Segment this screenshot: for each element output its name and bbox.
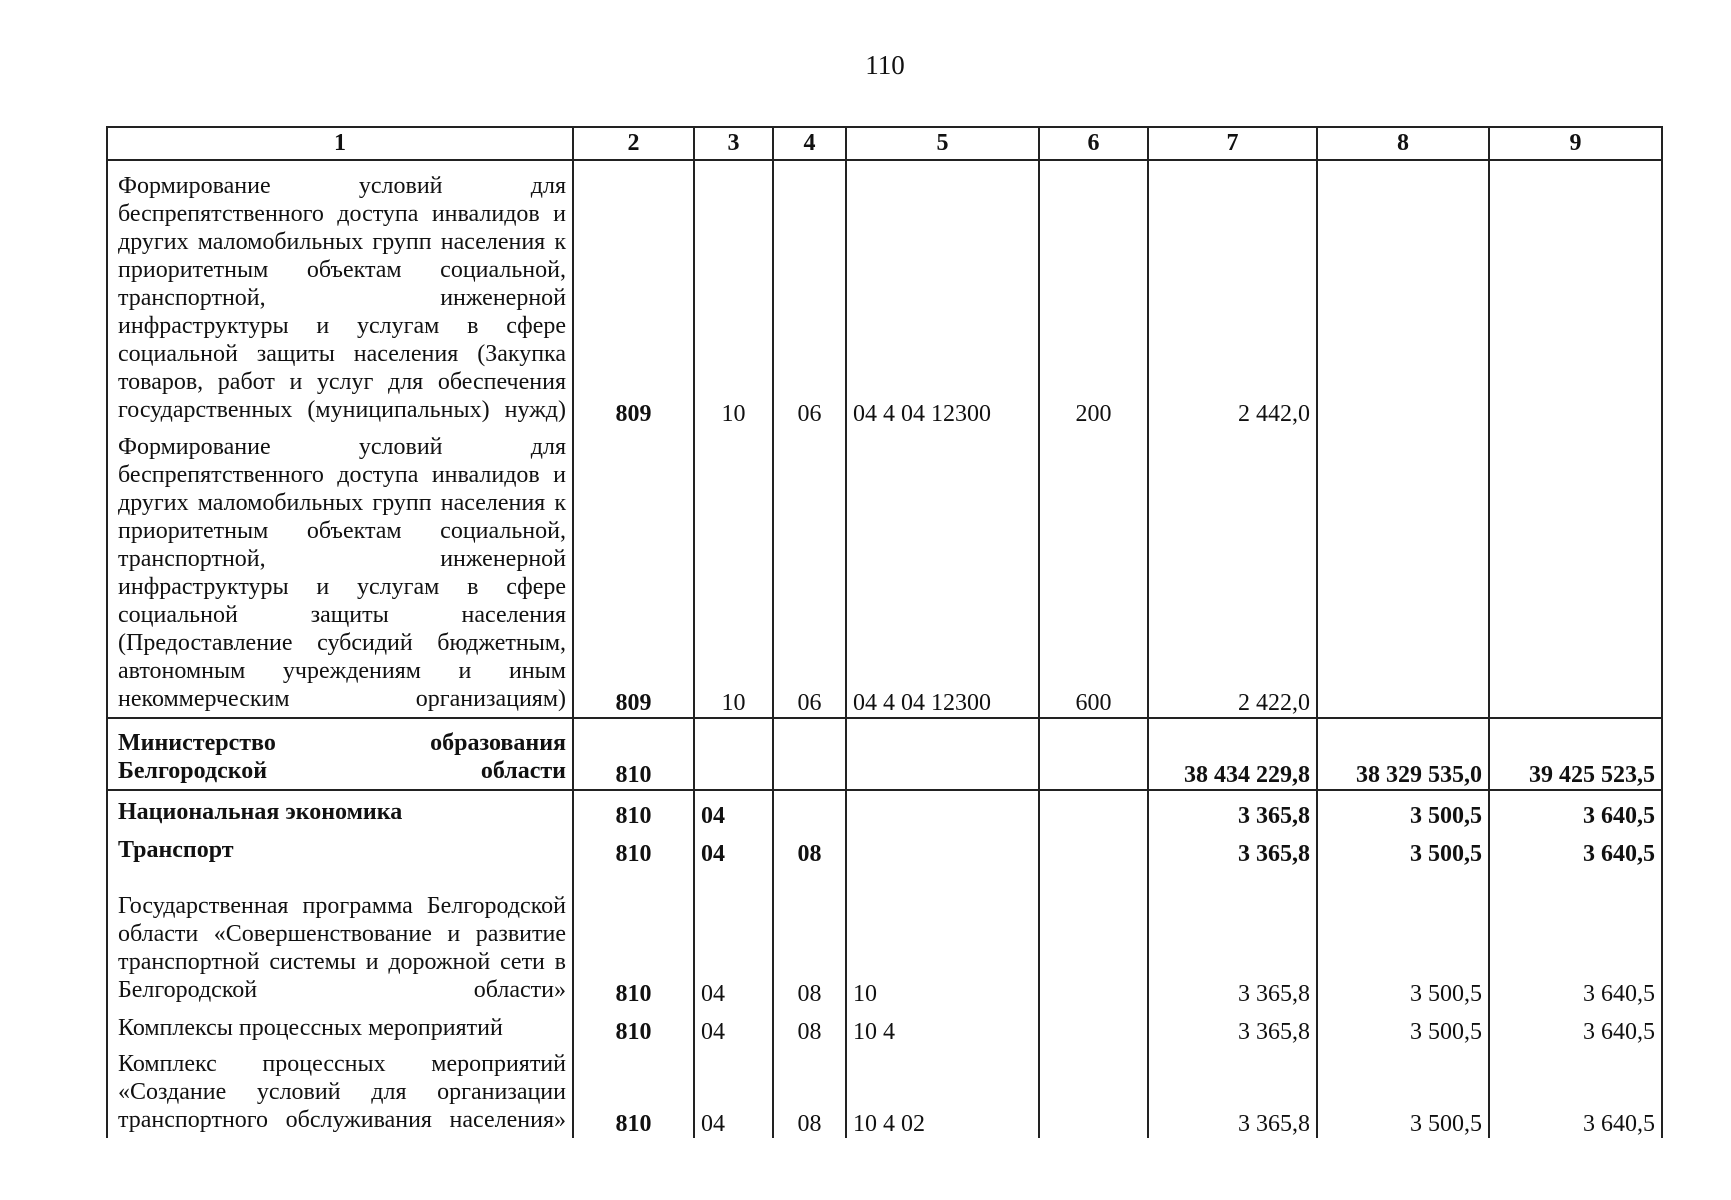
subsection-code: 06 <box>773 428 846 718</box>
target-article-code: 04 4 04 12300 <box>846 428 1039 718</box>
table-row <box>107 428 1662 718</box>
amount-col-9: 39 425 523,5 <box>1489 718 1662 790</box>
section-code: 04 <box>694 1046 773 1138</box>
column-number-row <box>107 127 1662 160</box>
amount-col-7: 3 365,8 <box>1148 1046 1317 1138</box>
amount-col-7: 3 365,8 <box>1148 868 1317 1008</box>
col-header-3: 3 <box>694 127 773 160</box>
section-code: 04 <box>694 868 773 1008</box>
expense-type-code: 600 <box>1039 428 1148 718</box>
row-description: Государственная программа Белгородской области «Совершенствование и развитие транспортной системы и дорожной сети в Белгородской области» <box>107 868 573 1008</box>
amount-col-8: 3 500,5 <box>1317 1008 1489 1046</box>
col-header-4: 4 <box>773 127 846 160</box>
target-article-code: 10 <box>846 868 1039 1008</box>
col-header-1: 1 <box>107 127 573 160</box>
col-header-5: 5 <box>846 127 1039 160</box>
ministry-code: 810 <box>573 830 694 868</box>
subsection-code: 06 <box>773 160 846 428</box>
section-code: 04 <box>694 790 773 830</box>
subsection-code: 08 <box>773 1008 846 1046</box>
target-article-code <box>846 830 1039 868</box>
amount-col-7: 3 365,8 <box>1148 1008 1317 1046</box>
ministry-code: 810 <box>573 1046 694 1138</box>
expense-type-code: 200 <box>1039 160 1148 428</box>
expense-type-code <box>1039 1046 1148 1138</box>
col-header-9: 9 <box>1489 127 1662 160</box>
ministry-code: 810 <box>573 1008 694 1046</box>
table-row <box>107 1008 1662 1046</box>
amount-col-9: 3 640,5 <box>1489 1008 1662 1046</box>
col-header-7: 7 <box>1148 127 1317 160</box>
row-description: Формирование условий для беспрепятственного доступа инвалидов и других маломобильных групп населения к приоритетным объектам социальной, транспортной, инженерной инфраструктуры и услугам в сфере социальной защиты населения (Предоставление субсидий бюджетным, автономным учреждениям и иным некоммерческим организациям) <box>107 428 573 718</box>
target-article-code <box>846 718 1039 790</box>
amount-col-9 <box>1489 428 1662 718</box>
expense-type-code <box>1039 718 1148 790</box>
table-row <box>107 1046 1662 1138</box>
budget-table <box>106 126 1663 1138</box>
amount-col-8: 3 500,5 <box>1317 830 1489 868</box>
expense-type-code <box>1039 1008 1148 1046</box>
target-article-code: 10 4 <box>846 1008 1039 1046</box>
amount-col-8 <box>1317 160 1489 428</box>
section-code: 04 <box>694 830 773 868</box>
col-header-2: 2 <box>573 127 694 160</box>
expense-type-code <box>1039 830 1148 868</box>
subsection-code <box>773 718 846 790</box>
amount-col-7: 3 365,8 <box>1148 790 1317 830</box>
expense-type-code <box>1039 868 1148 1008</box>
table-row <box>107 790 1662 830</box>
amount-col-8 <box>1317 428 1489 718</box>
subsection-code: 08 <box>773 868 846 1008</box>
table-row <box>107 868 1662 1008</box>
ministry-code: 810 <box>573 790 694 830</box>
page-number: 110 <box>865 50 905 80</box>
target-article-code <box>846 790 1039 830</box>
target-article-code: 04 4 04 12300 <box>846 160 1039 428</box>
ministry-code: 809 <box>573 160 694 428</box>
col-header-8: 8 <box>1317 127 1489 160</box>
amount-col-7: 2 422,0 <box>1148 428 1317 718</box>
table-row <box>107 718 1662 790</box>
ministry-code: 810 <box>573 718 694 790</box>
amount-col-9: 3 640,5 <box>1489 1046 1662 1138</box>
col-header-6: 6 <box>1039 127 1148 160</box>
row-description: Формирование условий для беспрепятственного доступа инвалидов и других маломобильных групп населения к приоритетным объектам социальной, транспортной, инженерной инфраструктуры и услугам в сфере социальной защиты населения (Закупка товаров, работ и услуг для обеспечения государственных (муниципальных) нужд) <box>107 160 573 428</box>
subsection-code <box>773 790 846 830</box>
row-description: Комплексы процессных мероприятий <box>107 1008 573 1046</box>
row-description: Министерство образования Белгородской области <box>107 718 573 790</box>
amount-col-8: 3 500,5 <box>1317 1046 1489 1138</box>
target-article-code: 10 4 02 <box>846 1046 1039 1138</box>
subsection-code: 08 <box>773 830 846 868</box>
row-description: Комплекс процессных мероприятий «Создание условий для организации транспортного обслуживания населения» <box>107 1046 573 1138</box>
amount-col-7: 38 434 229,8 <box>1148 718 1317 790</box>
row-description: Национальная экономика <box>107 790 573 830</box>
row-description: Транспорт <box>107 830 573 868</box>
table-row <box>107 160 1662 428</box>
section-code: 04 <box>694 1008 773 1046</box>
amount-col-7: 3 365,8 <box>1148 830 1317 868</box>
amount-col-8: 3 500,5 <box>1317 790 1489 830</box>
amount-col-9 <box>1489 160 1662 428</box>
amount-col-7: 2 442,0 <box>1148 160 1317 428</box>
amount-col-9: 3 640,5 <box>1489 868 1662 1008</box>
section-code <box>694 718 773 790</box>
expense-type-code <box>1039 790 1148 830</box>
amount-col-9: 3 640,5 <box>1489 830 1662 868</box>
table-row <box>107 830 1662 868</box>
amount-col-9: 3 640,5 <box>1489 790 1662 830</box>
section-code: 10 <box>694 160 773 428</box>
ministry-code: 810 <box>573 868 694 1008</box>
amount-col-8: 3 500,5 <box>1317 868 1489 1008</box>
subsection-code: 08 <box>773 1046 846 1138</box>
amount-col-8: 38 329 535,0 <box>1317 718 1489 790</box>
ministry-code: 809 <box>573 428 694 718</box>
section-code: 10 <box>694 428 773 718</box>
